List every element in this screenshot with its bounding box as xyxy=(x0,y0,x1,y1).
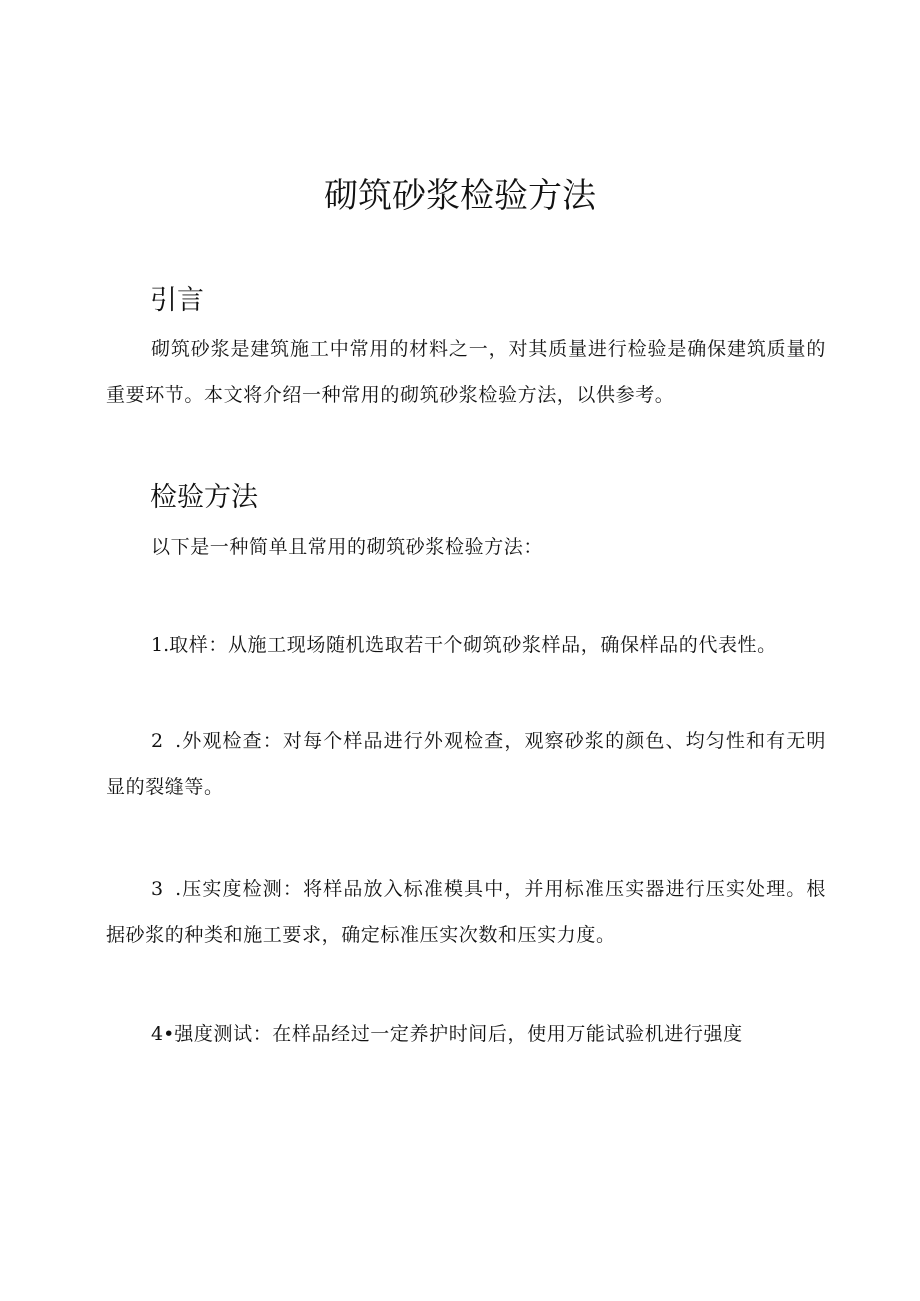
method-item-4-number: 4• xyxy=(151,1023,175,1045)
method-item-2 xyxy=(106,718,826,810)
introduction-paragraph: 砌筑砂浆是建筑施工中常用的材料之一，对其质量进行检验是确保建筑质量的重要环节。本文将介绍一种常用的砌筑砂浆检验方法，以供参考。 xyxy=(106,338,826,406)
method-item-1 xyxy=(106,622,826,668)
method-item-3-text: .压实度检测：将样品放入标准模具中，并用标准压实器进行压实处理。根据砂浆的种类和施工要求，确定标准压实次数和压实力度。 xyxy=(106,878,826,946)
method-item-3-number: 3 xyxy=(151,878,164,900)
method-item-1-number: 1. xyxy=(151,634,170,656)
section-heading-method: 检验方法 xyxy=(150,482,258,513)
method-item-2-number: 2 xyxy=(151,730,164,752)
method-item-4 xyxy=(106,1011,826,1057)
method-item-2-text: .外观检查：对每个样品进行外观检查，观察砂浆的颜色、均匀性和有无明显的裂缝等。 xyxy=(106,730,826,798)
method-item-3 xyxy=(106,866,826,958)
method-intro-paragraph: 以下是一种简单且常用的砌筑砂浆检验方法： xyxy=(151,536,544,558)
section-heading-introduction: 引言 xyxy=(150,285,204,316)
document-title: 砌筑砂浆检验方法 xyxy=(324,176,596,216)
method-item-1-text: 取样：从施工现场随机选取若干个砌筑砂浆样品，确保样品的代表性。 xyxy=(169,634,777,656)
method-item-4-text: 强度测试：在样品经过一定养护时间后，使用万能试验机进行强度 xyxy=(174,1023,743,1045)
